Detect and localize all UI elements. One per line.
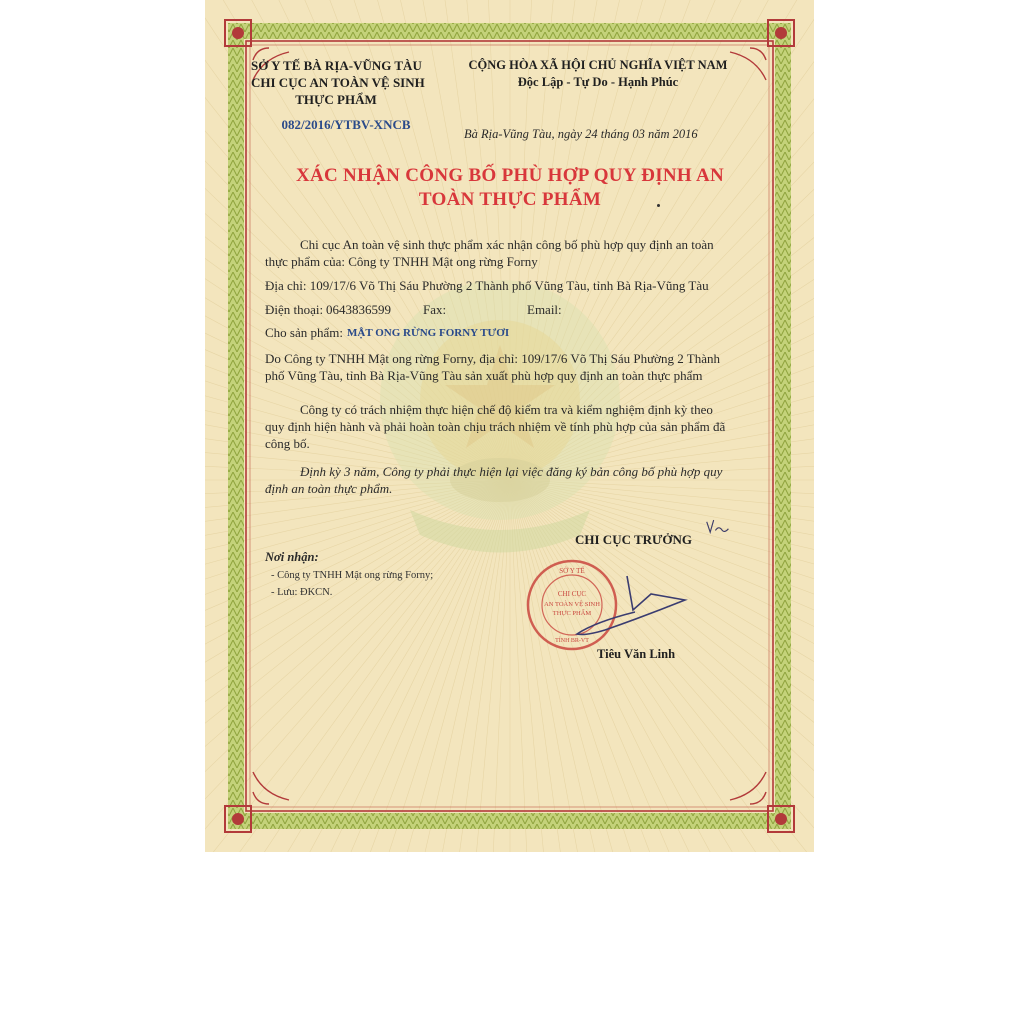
signatory-name: Tiêu Văn Linh: [597, 647, 676, 661]
svg-text:CHI CỤC: CHI CỤC: [557, 590, 587, 598]
intro-line2: thực phẩm của: Công ty TNHH Mật ong rừng Forny: [265, 254, 538, 269]
svg-text:TỈNH BR-VT: TỈNH BR-VT: [555, 638, 589, 644]
producer-line1: Do Công ty TNHH Mật ong rừng Forny, địa chỉ: 109/17/6 Võ Thị Sáu Phường 2 Thành: [265, 351, 721, 366]
certificate-title-line1: XÁC NHẬN CÔNG BỐ PHÙ HỢP QUY ĐỊNH AN: [295, 165, 725, 186]
handwritten-signature: [565, 572, 705, 642]
email-label: Email:: [527, 302, 562, 317]
responsibility-line1: Công ty có trách nhiệm thực hiện chế độ kiểm tra và kiểm nghiệm định kỳ theo: [300, 402, 713, 417]
intro-line1: Chi cục An toàn vệ sinh thực phẩm xác nhận công bố phù hợp quy định an toàn: [300, 237, 714, 252]
responsibility-line3: công bố.: [265, 436, 310, 451]
recipients-label: Nơi nhận:: [265, 550, 319, 564]
product-value: MẬT ONG RỪNG FORNY TƯƠI: [347, 327, 510, 339]
certificate-page: [205, 0, 814, 852]
svg-text:THỰC PHẨM: THỰC PHẨM: [552, 610, 592, 617]
producer-line2: phố Vũng Tàu, tỉnh Bà Rịa-Vũng Tàu sản xuất phù hợp quy định an toàn thực phẩm: [265, 368, 703, 383]
header-agency-line3: THỰC PHẨM: [295, 92, 377, 107]
issue-date: Bà Rịa-Vũng Tàu, ngày 24 tháng 03 năm 2016: [464, 127, 698, 141]
phone-value: 0643836599: [326, 302, 391, 317]
document-number: 082/2016/YTBV-XNCB: [281, 117, 411, 132]
periodic-line1: Định kỳ 3 năm, Công ty phải thực hiện lại việc đăng ký bản công bố phù hợp quy: [300, 464, 723, 479]
svg-text:SỞ Y TẾ: SỞ Y TẾ: [559, 567, 585, 575]
responsibility-line2: quy định hiện hành và phải hoàn toàn chịu trách nhiệm về tính phù hợp của sản phẩm đã: [265, 419, 726, 434]
initials-mark: [705, 518, 731, 536]
certificate-title-line2: TOÀN THỰC PHẨM: [418, 189, 602, 210]
address-line: Địa chỉ: 109/17/6 Võ Thị Sáu Phường 2 Thành phố Vũng Tàu, tỉnh Bà Rịa-Vũng Tàu: [265, 278, 709, 293]
recipient-item: - Lưu: ĐKCN.: [271, 587, 333, 598]
product-label: Cho sản phẩm:: [265, 325, 343, 340]
recipient-item: - Công ty TNHH Mật ong rừng Forny;: [271, 570, 434, 581]
header-motto: Độc Lập - Tự Do - Hạnh Phúc: [517, 75, 679, 89]
header-country: CỘNG HÒA XÃ HỘI CHỦ NGHĨA VIỆT NAM: [468, 58, 728, 72]
fax-label: Fax:: [423, 302, 447, 317]
ink-dot: [657, 204, 660, 207]
header-agency-line2: CHI CỤC AN TOÀN VỆ SINH: [251, 75, 425, 90]
periodic-line2: định an toàn thực phẩm.: [265, 481, 393, 496]
signatory-title: CHI CỤC TRƯỞNG: [575, 532, 693, 547]
phone-label: Điện thoại:: [265, 302, 324, 317]
svg-text:AN TOÀN VỆ SINH: AN TOÀN VỆ SINH: [544, 601, 600, 608]
header-agency-line1: SỞ Y TẾ BÀ RỊA-VŨNG TÀU: [251, 58, 422, 73]
